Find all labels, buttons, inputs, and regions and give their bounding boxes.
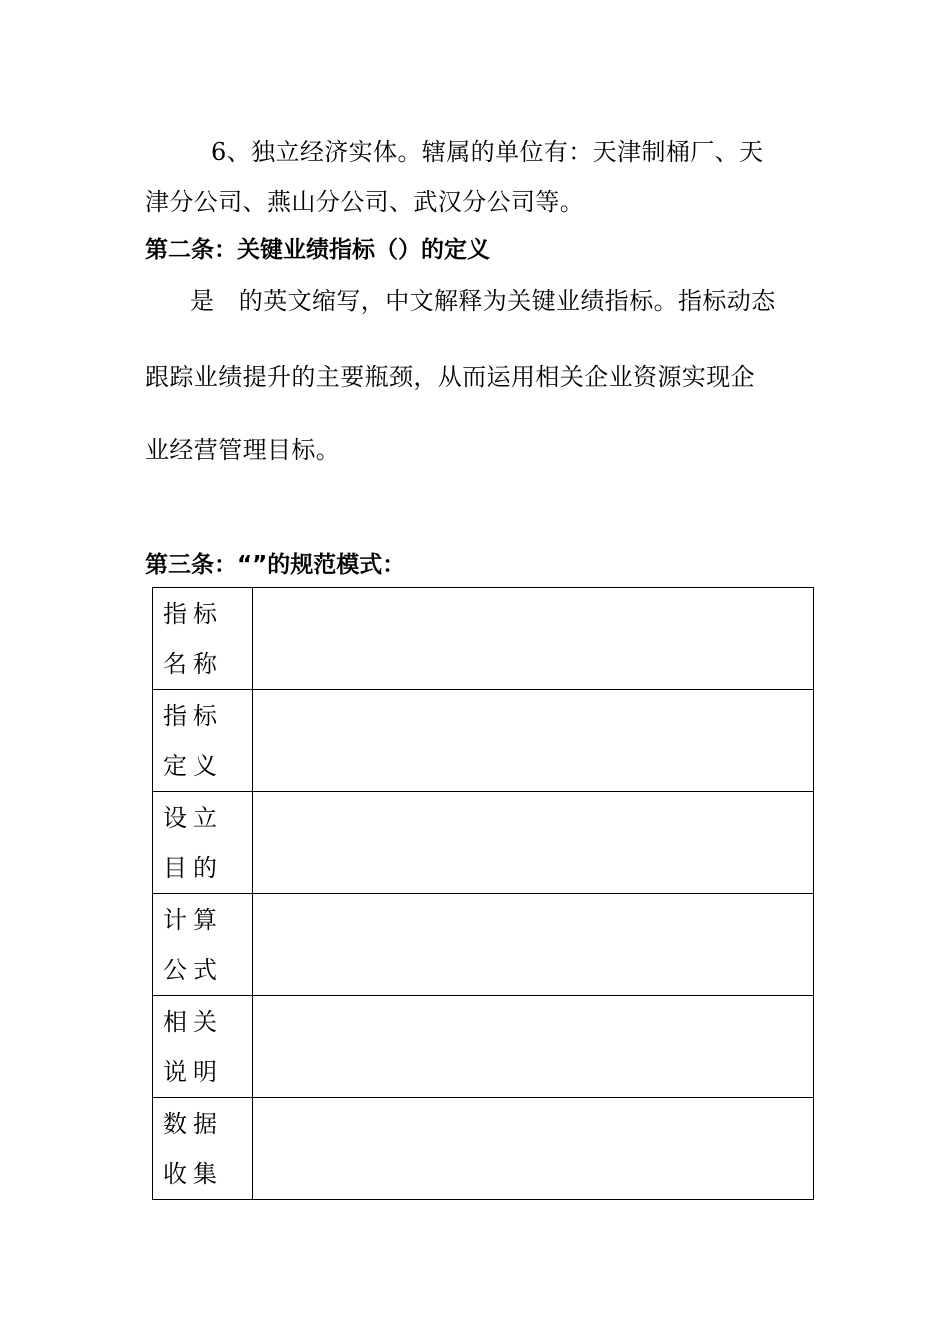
row-value <box>253 588 814 690</box>
paragraph-line: 6、独立经济实体。辖属的单位有：天津制桶厂、天 <box>211 138 764 166</box>
row-value <box>253 894 814 996</box>
row-value <box>253 690 814 792</box>
kpi-spec-table <box>152 587 814 1200</box>
row-value <box>253 792 814 894</box>
table-row <box>153 792 814 894</box>
table-row <box>153 588 814 690</box>
paragraph-line: 业经营管理目标。 <box>145 436 341 464</box>
table-row <box>153 690 814 792</box>
section-heading: 第三条：“”的规范模式： <box>145 552 406 578</box>
paragraph-line: 津分公司、燕山分公司、武汉分公司等。 <box>145 188 585 216</box>
row-label: 指标定义 <box>153 690 253 792</box>
row-value <box>253 996 814 1098</box>
row-label: 计算公式 <box>153 894 253 996</box>
row-value <box>253 1098 814 1200</box>
table-row <box>153 894 814 996</box>
paragraph-line: 跟踪业绩提升的主要瓶颈，从而运用相关企业资源实现企 <box>145 363 755 391</box>
row-label: 设立目的 <box>153 792 253 894</box>
row-label: 指标名称 <box>153 588 253 690</box>
row-label: 数据收集 <box>153 1098 253 1200</box>
table-row <box>153 996 814 1098</box>
section-heading: 第二条：关键业绩指标（）的定义 <box>145 237 490 263</box>
table-row <box>153 1098 814 1200</box>
row-label: 相关说明 <box>153 996 253 1098</box>
paragraph-line: 是 的英文缩写，中文解释为关键业绩指标。指标动态 <box>190 287 776 315</box>
